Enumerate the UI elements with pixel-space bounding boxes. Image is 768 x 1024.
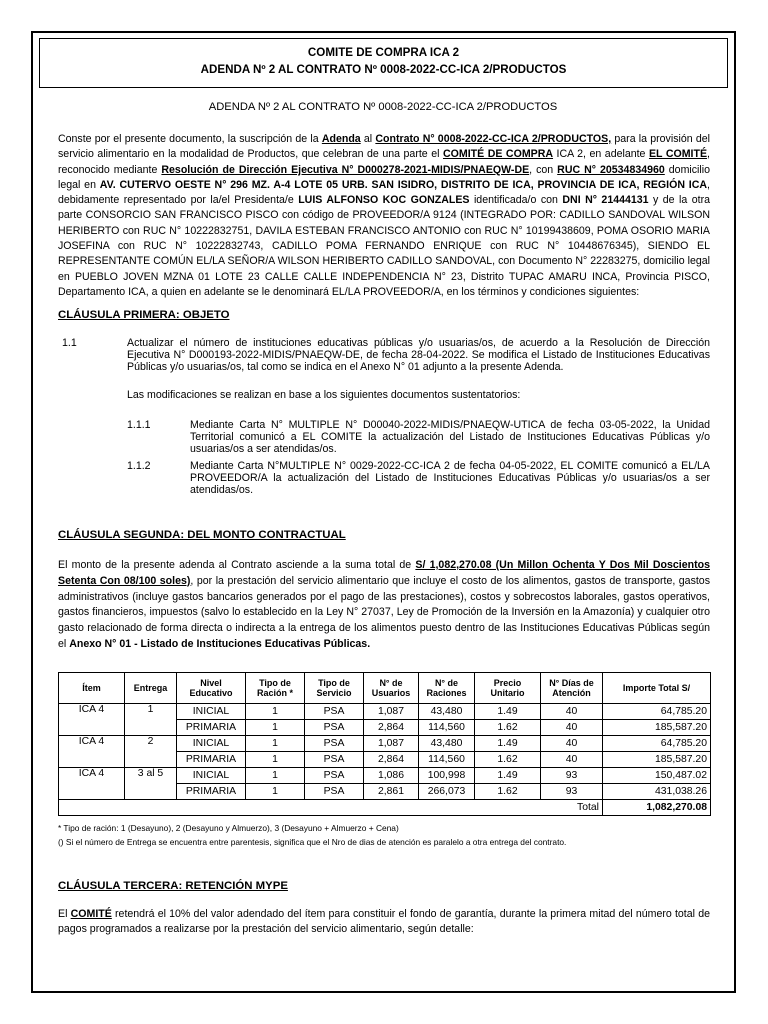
days-cell: 40 bbox=[541, 736, 603, 752]
footnote-ration-type: * Tipo de ración: 1 (Desayuno), 2 (Desayuno y Almuerzo), 3 (Desayuno + Almuerzo + Cena) bbox=[58, 823, 399, 833]
column-header: Tipo de Servicio bbox=[305, 673, 364, 704]
document-header bbox=[39, 38, 728, 88]
clause-three-heading: CLÁUSULA TERCERA: RETENCIÓN MYPE bbox=[58, 880, 288, 892]
days-cell: 40 bbox=[541, 752, 603, 768]
unit-price-cell: 1.49 bbox=[475, 768, 541, 784]
rations-cell: 43,480 bbox=[419, 736, 475, 752]
sub-clause-text: Mediante Carta N° MULTIPLE N° D00040-2022-MIDIS/PNAEQW-UTICA de fecha 03-05-2022, la Unidad Territorial comunicó a EL COMITE la actualización del Listado de Instituciones Educativas Públicas y/o usuarias/os a ser atendidas/os. bbox=[190, 419, 710, 455]
column-header: N° de Raciones bbox=[419, 673, 475, 704]
days-cell: 93 bbox=[541, 768, 603, 784]
users-cell: 1,086 bbox=[364, 768, 419, 784]
addendum-subtitle: ADENDA Nº 2 AL CONTRATO Nº 0008-2022-CC-ICA 2/PRODUCTOS bbox=[208, 101, 558, 113]
level-cell: PRIMARIA bbox=[177, 784, 246, 800]
unit-price-cell: 1.62 bbox=[475, 784, 541, 800]
level-cell: INICIAL bbox=[177, 736, 246, 752]
addendum-title: ADENDA Nº 2 AL CONTRATO Nº 0008-2022-CC-ICA 2/PRODUCTOS bbox=[200, 63, 567, 76]
delivery-cell: 1 bbox=[125, 704, 177, 736]
amount-cell: 64,785.20 bbox=[603, 704, 711, 720]
item-cell: ICA 4 bbox=[59, 768, 125, 800]
rations-cell: 114,560 bbox=[419, 720, 475, 736]
amount-cell: 185,587.20 bbox=[603, 720, 711, 736]
item-cell: ICA 4 bbox=[59, 736, 125, 768]
level-cell: INICIAL bbox=[177, 768, 246, 784]
sub-clause-number: 1.1.1 bbox=[127, 419, 151, 431]
service-type-cell: PSA bbox=[305, 784, 364, 800]
days-cell: 40 bbox=[541, 704, 603, 720]
ration-type-cell: 1 bbox=[246, 784, 305, 800]
ration-type-cell: 1 bbox=[246, 704, 305, 720]
total-spacer bbox=[59, 800, 541, 816]
service-type-cell: PSA bbox=[305, 704, 364, 720]
level-cell: INICIAL bbox=[177, 704, 246, 720]
amount-cell: 64,785.20 bbox=[603, 736, 711, 752]
column-header: N° Días de Atención bbox=[541, 673, 603, 704]
sub-clause-text: Mediante Carta N°MULTIPLE N° 0029-2022-CC-ICA 2 de fecha 04-05-2022, EL COMITE comunicó a EL/LA PROVEEDOR/A la actualización del Listado de Instituciones Educativas Públicas y/o usuarias/os a ser atendidas/os. bbox=[190, 460, 710, 496]
column-header: Entrega bbox=[125, 673, 177, 704]
clause-number: 1.1 bbox=[62, 337, 77, 349]
unit-price-cell: 1.62 bbox=[475, 752, 541, 768]
total-label: Total bbox=[541, 800, 603, 816]
table-row bbox=[59, 704, 711, 720]
rations-cell: 100,998 bbox=[419, 768, 475, 784]
service-type-cell: PSA bbox=[305, 768, 364, 784]
column-header: Nivel Educativo bbox=[177, 673, 246, 704]
ration-type-cell: 1 bbox=[246, 720, 305, 736]
total-value: 1,082,270.08 bbox=[603, 800, 711, 816]
contract-amount-paragraph: El monto de la presente adenda al Contrato asciende a la suma total de S/ 1,082,270.08 (Un Millon Ochenta Y Dos Mil Doscientos Setenta Con 08/100 soles), por la prestación del servicio alimentario que incluye el costo de los alimentos, gastos de transporte, gastos administrativos (incluye gastos bancarios generados por el pago de las prestaciones), costos y sobrecostos laborales, gastos operativos, gastos financieros, impuestos (salvo lo establecido en la Ley N° 27037, Ley de Promoción de la Inversión en la Amazonía) y cualquier otro gasto relacionado de forma directa o indirecta a la entrega de los alimentos puesto dentro de las Instituciones Educativas Públicas según el Anexo N° 01 - Listado de Instituciones Educativas Públicas. bbox=[58, 559, 710, 650]
column-header: N° de Usuarios bbox=[364, 673, 419, 704]
unit-price-cell: 1.49 bbox=[475, 736, 541, 752]
level-cell: PRIMARIA bbox=[177, 752, 246, 768]
clause-one-text: Actualizar el número de instituciones educativas públicas y/o usuarias/os, de acuerdo a la Resolución de Dirección Ejecutiva N° D000193-2022-MIDIS/PNAEQW-DE, de fecha 28-04-2022. Se modifica el Listado de Instituciones Educativas Públicas y/o usuarias/os, tal como se indica en el Anexo N° 01 adjunto a la presente Adenda. bbox=[127, 337, 710, 373]
clause-two-heading: CLÁUSULA SEGUNDA: DEL MONTO CONTRACTUAL bbox=[58, 529, 346, 541]
table-header-row bbox=[59, 673, 711, 704]
delivery-cell: 3 al 5 bbox=[125, 768, 177, 800]
table-row bbox=[59, 768, 711, 784]
users-cell: 1,087 bbox=[364, 736, 419, 752]
table-row bbox=[59, 736, 711, 752]
level-cell: PRIMARIA bbox=[177, 720, 246, 736]
service-type-cell: PSA bbox=[305, 736, 364, 752]
amount-cell: 150,487.02 bbox=[603, 768, 711, 784]
delivery-table bbox=[58, 672, 711, 816]
sub-clause-number: 1.1.2 bbox=[127, 460, 151, 472]
item-cell: ICA 4 bbox=[59, 704, 125, 736]
column-header: Precio Unitario bbox=[475, 673, 541, 704]
users-cell: 2,861 bbox=[364, 784, 419, 800]
column-header: Tipo de Ración * bbox=[246, 673, 305, 704]
committee-title: COMITE DE COMPRA ICA 2 bbox=[307, 46, 460, 59]
retention-paragraph: El COMITÉ retendrá el 10% del valor adendado del ítem para constituir el fondo de garantía, durante la primera mitad del número total de pagos programados a realizarse por la prestación del servicio alimentario, según detalle: bbox=[58, 908, 710, 936]
days-cell: 93 bbox=[541, 784, 603, 800]
table-total-row bbox=[59, 800, 711, 816]
clause-one-heading: CLÁUSULA PRIMERA: OBJETO bbox=[58, 309, 230, 321]
column-header: Importe Total S/ bbox=[603, 673, 711, 704]
ration-type-cell: 1 bbox=[246, 768, 305, 784]
rations-cell: 43,480 bbox=[419, 704, 475, 720]
ration-type-cell: 1 bbox=[246, 752, 305, 768]
amount-cell: 431,038.26 bbox=[603, 784, 711, 800]
users-cell: 2,864 bbox=[364, 752, 419, 768]
rations-cell: 114,560 bbox=[419, 752, 475, 768]
users-cell: 2,864 bbox=[364, 720, 419, 736]
unit-price-cell: 1.62 bbox=[475, 720, 541, 736]
intro-paragraph: Conste por el presente documento, la suscripción de la Adenda al Contrato N° 0008-2022-CC-ICA 2/PRODUCTOS, para la provisión del servicio alimentario en la modalidad de Productos, que celebran de una parte el COMITÉ DE COMPRA ICA 2, en adelante EL COMITÉ, reconocido mediante Resolución de Dirección Ejecutiva N° D000278-2021-MIDIS/PNAEQW-DE, con RUC N° 20534834960 domicilio legal en AV. CUTERVO OESTE N° 296 MZ. A-4 LOTE 05 URB. SAN ISIDRO, DISTRITO DE ICA, PROVINCIA DE ICA, REGIÓN ICA, debidamente representado por la/el Presidenta/e LUIS ALFONSO KOC GONZALES identificada/o con DNI N° 21444131 y de la otra parte CONSORCIO SAN FRANCISCO PISCO con código de PROVEEDOR/A 9124 (INTEGRADO POR: CADILLO SANDOVAL WILSON HERIBERTO con RUC N° 10222832751, DAVILA ESTEBAN FRANCISCO ANTONIO con RUC N° 10199438609, POMA OSORIO MARIA JOSEFINA con RUC N° 10222832743, CADILLO POMA FERNANDO ENRIQUE con RUC N° 10448676345), SIENDO EL REPRESENTANTE COMÚN EL/LA SEÑOR/A WILSON HERIBERTO CADILLO SANDOVAL, con Documento N° 22283275, domicilio legal en PUEBLO JOVEN MZNA 01 LOTE 23 CALLE CALLE INDEPENDENCIA N° 23, Distrito TUPAC AMARU INCA, Provincia PISCO, Departamento ICA, a quien en adelante se le denominará EL/LA PROVEEDOR/A, en los términos y condiciones siguientes: bbox=[58, 133, 710, 298]
users-cell: 1,087 bbox=[364, 704, 419, 720]
service-type-cell: PSA bbox=[305, 720, 364, 736]
column-header: Ítem bbox=[59, 673, 125, 704]
ration-type-cell: 1 bbox=[246, 736, 305, 752]
days-cell: 40 bbox=[541, 720, 603, 736]
rations-cell: 266,073 bbox=[419, 784, 475, 800]
unit-price-cell: 1.49 bbox=[475, 704, 541, 720]
supporting-docs-intro: Las modificaciones se realizan en base a los siguientes documentos sustentatorios: bbox=[127, 389, 521, 401]
delivery-cell: 2 bbox=[125, 736, 177, 768]
service-type-cell: PSA bbox=[305, 752, 364, 768]
footnote-delivery: () Si el número de Entrega se encuentra entre parentesis, significa que el Nro de dias de atención es paralelo a otra entrega del contrato. bbox=[58, 837, 567, 847]
amount-cell: 185,587.20 bbox=[603, 752, 711, 768]
